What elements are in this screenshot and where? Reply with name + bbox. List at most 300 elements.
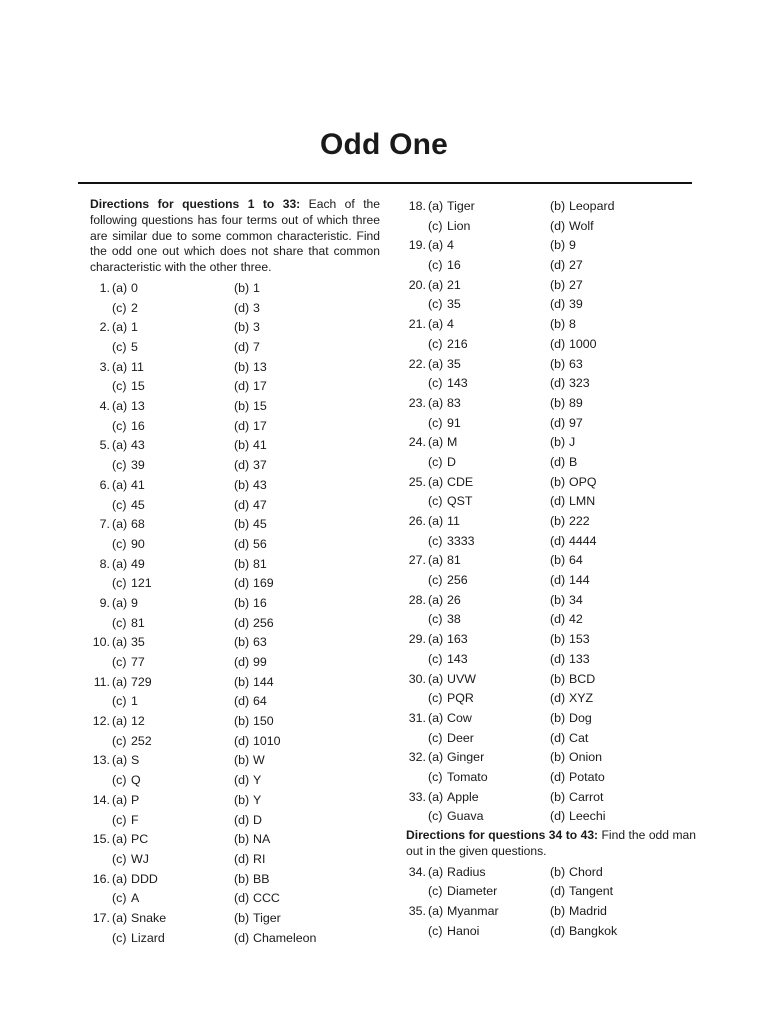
option-d xyxy=(550,295,583,315)
option-label: (c) xyxy=(428,297,443,312)
option-d xyxy=(234,811,262,831)
question-number: 9. xyxy=(99,595,110,610)
option-label: (c) xyxy=(112,733,127,748)
option-label: (d) xyxy=(550,612,566,627)
directions-34-43 xyxy=(406,828,696,860)
question-row xyxy=(90,555,380,575)
option-label: (a) xyxy=(112,635,128,650)
option-label: (b) xyxy=(234,792,250,807)
option-a xyxy=(428,788,479,808)
option-value: CDE xyxy=(447,474,474,489)
option-c xyxy=(428,650,468,670)
option-value: Madrid xyxy=(569,903,607,918)
option-label: (b) xyxy=(234,910,250,925)
option-value: Tangent xyxy=(569,884,614,899)
option-c xyxy=(428,922,479,942)
question-row xyxy=(90,417,380,437)
option-label: (b) xyxy=(234,517,250,532)
option-label: (b) xyxy=(234,674,250,689)
option-label: (b) xyxy=(234,280,250,295)
question-row xyxy=(406,197,696,217)
option-label: (b) xyxy=(234,635,250,650)
option-label: (b) xyxy=(550,199,566,213)
option-label: (c) xyxy=(112,497,127,512)
option-label: (a) xyxy=(428,356,444,371)
option-b xyxy=(550,315,576,335)
question-number: 7. xyxy=(99,517,110,532)
option-a xyxy=(112,279,138,299)
option-b xyxy=(234,279,260,299)
option-c xyxy=(428,374,468,394)
option-value: XYZ xyxy=(569,691,594,706)
option-b xyxy=(234,358,267,378)
option-b xyxy=(234,791,261,811)
option-value: 90 xyxy=(131,536,145,551)
option-value: Y xyxy=(253,773,262,788)
option-label: (b) xyxy=(234,399,250,414)
question-row xyxy=(406,689,696,709)
option-value: 43 xyxy=(253,477,267,492)
option-b xyxy=(234,555,267,575)
option-label: (d) xyxy=(234,536,250,551)
question-number: 25. xyxy=(408,474,426,489)
option-value: 83 xyxy=(447,395,461,410)
question-row xyxy=(406,863,696,883)
option-a xyxy=(112,712,145,732)
question-row xyxy=(406,630,696,650)
option-label: (b) xyxy=(550,474,566,489)
option-a xyxy=(428,236,454,256)
option-value: Ginger xyxy=(447,750,485,765)
option-value: 0 xyxy=(131,280,138,295)
option-d xyxy=(234,574,274,594)
option-label: (d) xyxy=(550,651,566,666)
option-label: (b) xyxy=(550,750,566,765)
question-number: 2. xyxy=(99,320,110,335)
option-value: 64 xyxy=(569,553,583,568)
option-value: QST xyxy=(447,494,473,509)
option-label: (d) xyxy=(550,730,566,745)
option-d xyxy=(550,729,588,749)
option-value: Myanmar xyxy=(447,903,499,918)
question-number: 32. xyxy=(408,750,426,765)
option-value: B xyxy=(569,454,578,469)
question-number: 34. xyxy=(408,864,426,879)
question-row xyxy=(406,882,696,902)
option-value: Onion xyxy=(569,750,603,765)
option-value: 42 xyxy=(569,612,583,627)
question-row xyxy=(90,318,380,338)
question-row xyxy=(90,358,380,378)
option-value: 47 xyxy=(253,497,267,512)
option-value: 63 xyxy=(569,356,583,371)
option-value: Chameleon xyxy=(253,930,317,945)
option-a xyxy=(112,555,145,575)
option-a xyxy=(112,318,138,338)
option-label: (d) xyxy=(550,494,566,509)
option-value: D xyxy=(447,454,456,469)
question-number: 6. xyxy=(99,477,110,492)
option-value: 256 xyxy=(253,615,274,630)
option-value: Cat xyxy=(569,730,589,745)
option-label: (b) xyxy=(550,903,566,918)
option-label: (c) xyxy=(428,336,443,351)
question-row xyxy=(406,709,696,729)
option-label: (c) xyxy=(428,730,443,745)
option-value: Snake xyxy=(131,910,167,925)
title-divider xyxy=(78,182,692,184)
option-c xyxy=(428,807,484,827)
option-label: (b) xyxy=(234,871,250,886)
option-label: (a) xyxy=(428,238,444,253)
option-a xyxy=(112,870,158,890)
question-row xyxy=(406,532,696,552)
option-b xyxy=(550,630,590,650)
question-row xyxy=(90,929,380,949)
question-number: 5. xyxy=(99,438,110,453)
option-b xyxy=(234,436,267,456)
option-b xyxy=(550,863,603,883)
option-label: (c) xyxy=(428,218,443,233)
option-label: (a) xyxy=(112,871,128,886)
option-label: (d) xyxy=(550,218,566,233)
option-d xyxy=(550,453,577,473)
question-row xyxy=(90,870,380,890)
option-value: 56 xyxy=(253,536,267,551)
option-c xyxy=(428,882,497,902)
option-a xyxy=(428,512,460,532)
question-row xyxy=(406,729,696,749)
option-c xyxy=(428,414,461,434)
question-number: 12. xyxy=(92,714,110,729)
option-c xyxy=(428,532,475,552)
option-label: (b) xyxy=(550,395,566,410)
question-row xyxy=(90,791,380,811)
option-c xyxy=(112,338,138,358)
option-d xyxy=(234,692,267,712)
option-value: D xyxy=(253,812,262,827)
question-row xyxy=(406,256,696,276)
option-label: (b) xyxy=(550,514,566,528)
option-label: (a) xyxy=(112,399,128,414)
question-number: 13. xyxy=(92,753,110,768)
option-a xyxy=(112,358,144,378)
option-value: RI xyxy=(253,851,266,866)
option-label: (c) xyxy=(112,615,127,630)
question-row xyxy=(90,614,380,634)
option-label: (c) xyxy=(428,769,443,784)
option-label: (c) xyxy=(112,891,127,906)
option-label: (c) xyxy=(428,454,443,469)
option-a xyxy=(112,830,148,850)
option-label: (c) xyxy=(112,576,127,591)
option-label: (b) xyxy=(234,714,250,729)
question-number: 19. xyxy=(408,238,426,253)
option-value: 34 xyxy=(569,592,583,607)
option-value: Diameter xyxy=(447,884,498,899)
option-value: Lion xyxy=(447,218,471,233)
option-value: S xyxy=(131,753,140,768)
option-label: (a) xyxy=(428,864,444,879)
option-label: (c) xyxy=(428,612,443,627)
option-value: 26 xyxy=(447,592,461,607)
option-a xyxy=(112,791,139,811)
question-row xyxy=(406,355,696,375)
question-row xyxy=(90,692,380,712)
question-number: 27. xyxy=(408,553,426,568)
question-number: 16. xyxy=(92,871,110,886)
option-value: J xyxy=(569,435,576,450)
option-value: 4 xyxy=(447,317,454,332)
question-row xyxy=(406,295,696,315)
option-label: (a) xyxy=(112,910,128,925)
option-d xyxy=(550,922,617,942)
option-value: OPQ xyxy=(569,474,597,489)
option-value: 4444 xyxy=(569,533,597,548)
question-row xyxy=(406,276,696,296)
option-value: 41 xyxy=(253,438,267,453)
question-row xyxy=(90,732,380,752)
option-label: (a) xyxy=(428,632,444,647)
question-number: 26. xyxy=(408,514,426,528)
option-label: (c) xyxy=(428,809,443,824)
question-number: 15. xyxy=(92,832,110,847)
option-label: (a) xyxy=(112,438,128,453)
question-row xyxy=(90,751,380,771)
option-label: (d) xyxy=(550,258,566,273)
option-label: (a) xyxy=(428,903,444,918)
option-a xyxy=(428,355,461,375)
option-label: (a) xyxy=(428,592,444,607)
option-value: 1 xyxy=(131,320,138,335)
question-number: 3. xyxy=(99,359,110,374)
option-label: (c) xyxy=(428,494,443,509)
option-d xyxy=(234,889,280,909)
option-value: CCC xyxy=(253,891,280,906)
option-label: (b) xyxy=(550,317,566,332)
option-label: (d) xyxy=(234,773,250,788)
option-a xyxy=(428,902,499,922)
question-row xyxy=(406,748,696,768)
option-c xyxy=(112,771,141,791)
option-b xyxy=(234,751,265,771)
option-d xyxy=(234,456,267,476)
option-c xyxy=(112,929,165,949)
option-b xyxy=(550,670,595,690)
option-value: LMN xyxy=(569,494,596,509)
option-b xyxy=(550,276,583,296)
option-c xyxy=(112,811,139,831)
option-c xyxy=(112,574,152,594)
option-value: 143 xyxy=(447,376,468,391)
option-a xyxy=(428,315,454,335)
question-row xyxy=(90,279,380,299)
option-c xyxy=(112,417,145,437)
option-d xyxy=(234,771,261,791)
question-number: 23. xyxy=(408,395,426,410)
option-label: (c) xyxy=(428,884,443,899)
option-value: Lizard xyxy=(131,930,165,945)
directions-heading: Directions for questions 34 to 43: xyxy=(406,828,599,842)
option-a xyxy=(112,673,152,693)
option-label: (d) xyxy=(234,891,250,906)
option-a xyxy=(428,670,476,690)
option-label: (a) xyxy=(112,517,128,532)
option-b xyxy=(550,748,602,768)
option-label: (b) xyxy=(234,595,250,610)
option-b xyxy=(234,476,267,496)
option-value: Y xyxy=(253,792,262,807)
question-row xyxy=(406,453,696,473)
option-value: 5 xyxy=(131,340,138,355)
option-c xyxy=(428,492,472,512)
option-value: 144 xyxy=(253,674,274,689)
option-label: (a) xyxy=(112,714,128,729)
option-value: 133 xyxy=(569,651,590,666)
right-column xyxy=(406,197,696,941)
question-row xyxy=(406,610,696,630)
option-value: 97 xyxy=(569,415,583,430)
option-a xyxy=(112,633,145,653)
option-value: 9 xyxy=(131,595,138,610)
option-value: Apple xyxy=(447,789,479,804)
question-row xyxy=(406,394,696,414)
option-d xyxy=(550,807,606,827)
option-label: (a) xyxy=(428,474,444,489)
option-c xyxy=(428,295,461,315)
option-label: (c) xyxy=(112,379,127,394)
option-value: UVW xyxy=(447,671,476,686)
option-value: PC xyxy=(131,832,149,847)
question-row xyxy=(90,574,380,594)
option-value: 16 xyxy=(253,595,267,610)
question-row xyxy=(406,902,696,922)
option-value: 41 xyxy=(131,477,145,492)
option-label: (a) xyxy=(112,477,128,492)
question-row xyxy=(90,653,380,673)
option-value: 153 xyxy=(569,632,590,647)
option-label: (c) xyxy=(428,651,443,666)
question-row xyxy=(406,217,696,237)
option-label: (d) xyxy=(234,379,250,394)
option-value: 1 xyxy=(253,280,260,295)
option-value: 256 xyxy=(447,573,468,588)
option-label: (c) xyxy=(112,340,127,355)
option-b xyxy=(234,515,267,535)
option-label: (d) xyxy=(550,336,566,351)
option-c xyxy=(428,729,474,749)
option-label: (d) xyxy=(550,533,566,548)
option-label: (c) xyxy=(112,930,127,945)
option-value: 216 xyxy=(447,336,468,351)
option-label: (d) xyxy=(234,497,250,512)
option-value: 81 xyxy=(131,615,145,630)
option-d xyxy=(234,653,267,673)
option-value: A xyxy=(131,891,140,906)
option-label: (d) xyxy=(234,576,250,591)
option-d xyxy=(234,535,267,555)
option-value: 21 xyxy=(447,277,461,292)
option-c xyxy=(428,689,474,709)
option-label: (a) xyxy=(428,317,444,332)
option-value: 37 xyxy=(253,458,267,473)
option-value: 729 xyxy=(131,674,152,689)
option-value: 12 xyxy=(131,714,145,729)
question-row xyxy=(90,456,380,476)
option-d xyxy=(550,882,613,902)
question-row xyxy=(406,414,696,434)
option-b xyxy=(550,902,607,922)
option-a xyxy=(428,473,473,493)
question-row xyxy=(406,591,696,611)
option-label: (a) xyxy=(112,359,128,374)
option-value: 35 xyxy=(131,635,145,650)
directions-1-33 xyxy=(90,197,380,276)
option-value: Tiger xyxy=(253,910,281,925)
question-list-right xyxy=(406,197,696,827)
question-list-right-2 xyxy=(406,863,696,942)
question-number: 8. xyxy=(99,556,110,571)
option-a xyxy=(428,863,486,883)
option-value: Leopard xyxy=(569,199,615,213)
option-label: (a) xyxy=(428,277,444,292)
option-label: (d) xyxy=(550,691,566,706)
question-row xyxy=(90,515,380,535)
option-value: Deer xyxy=(447,730,474,745)
option-label: (a) xyxy=(428,750,444,765)
option-value: 1010 xyxy=(253,733,281,748)
option-c xyxy=(428,768,488,788)
option-value: 150 xyxy=(253,714,274,729)
option-value: 89 xyxy=(569,395,583,410)
option-label: (a) xyxy=(428,395,444,410)
option-b xyxy=(550,236,576,256)
option-value: P xyxy=(131,792,140,807)
option-c xyxy=(112,496,145,516)
option-label: (b) xyxy=(234,753,250,768)
option-value: 3333 xyxy=(447,533,475,548)
question-row xyxy=(90,476,380,496)
option-d xyxy=(550,374,590,394)
option-c xyxy=(112,732,152,752)
option-a xyxy=(112,594,138,614)
option-label: (d) xyxy=(234,340,250,355)
option-value: 16 xyxy=(131,418,145,433)
option-value: 1 xyxy=(131,694,138,709)
option-value: 323 xyxy=(569,376,590,391)
option-label: (c) xyxy=(112,458,127,473)
option-value: 144 xyxy=(569,573,590,588)
question-row xyxy=(90,299,380,319)
question-number: 14. xyxy=(92,792,110,807)
option-label: (b) xyxy=(550,553,566,568)
option-label: (d) xyxy=(550,573,566,588)
question-row xyxy=(90,909,380,929)
option-value: 15 xyxy=(253,399,267,414)
option-label: (b) xyxy=(550,864,566,879)
option-label: (a) xyxy=(112,792,128,807)
question-number: 29. xyxy=(408,632,426,647)
question-row xyxy=(406,433,696,453)
page-title: Odd One xyxy=(319,128,449,161)
option-label: (d) xyxy=(234,733,250,748)
option-label: (b) xyxy=(550,632,566,647)
option-b xyxy=(234,397,267,417)
option-value: Cow xyxy=(447,710,472,725)
option-d xyxy=(550,532,597,552)
option-d xyxy=(234,496,267,516)
option-d xyxy=(234,299,260,319)
